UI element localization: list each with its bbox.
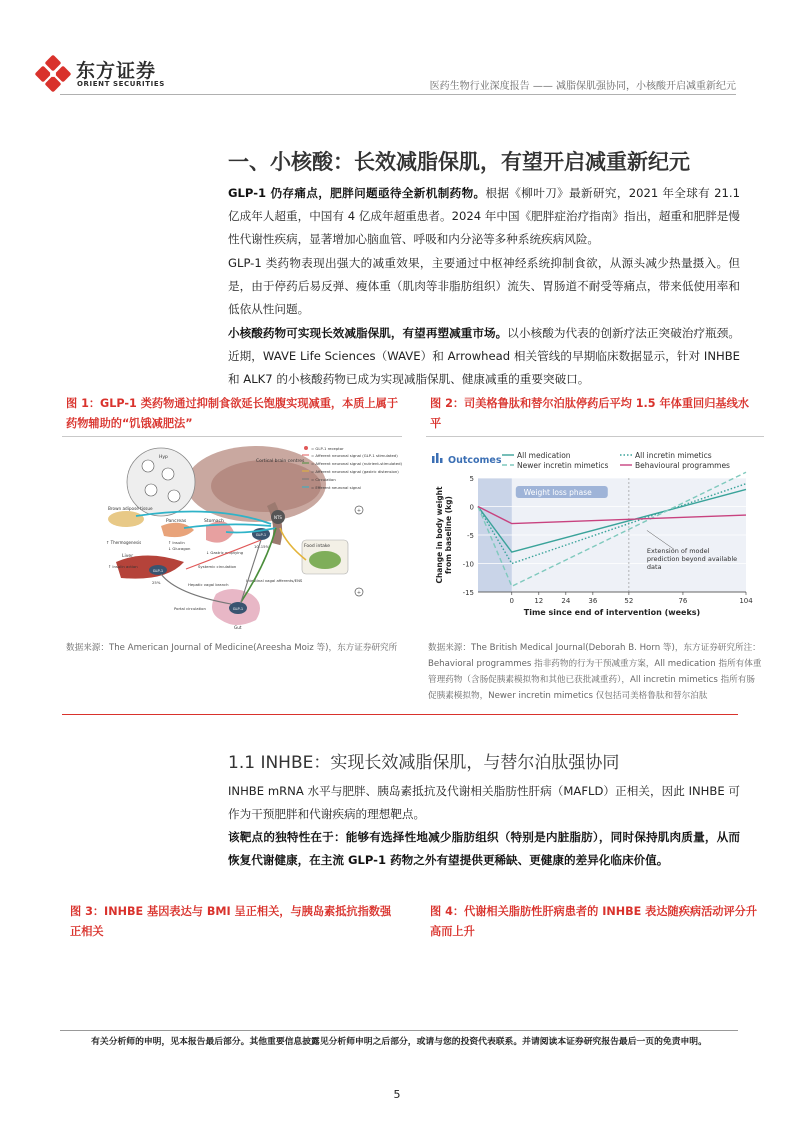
legend-label-1: All incretin mimetics bbox=[635, 451, 712, 460]
subsection-title: 1.1 INHBE：实现长效减脂保肌，与替尔泊肽强协同 bbox=[228, 753, 620, 773]
legend-item-2: = Afferent neuronal signal (GLP-1 stimulated) bbox=[311, 453, 398, 458]
neuron-node-3 bbox=[145, 484, 157, 496]
neuron-node-2 bbox=[162, 468, 174, 480]
figure-1-title-rule bbox=[62, 436, 402, 437]
stomach-label: Stomach bbox=[204, 519, 224, 524]
intestinal-afferents-label: Intestinal vagal afferents/ENS bbox=[246, 578, 303, 583]
paragraph-3-lead: 小核酸药物可实现长效减脂保肌，有望再塑减重市场。 bbox=[228, 326, 508, 340]
weight-loss-phase-label: Weight loss phase bbox=[523, 488, 592, 497]
logo-chinese-name: 东方证券 bbox=[76, 60, 157, 82]
y-tick-label-0: 5 bbox=[469, 475, 474, 483]
legend-marker-receptor bbox=[304, 446, 308, 450]
x-tick-label-4: 52 bbox=[624, 597, 634, 605]
gut-glp1-label: GLP-1 bbox=[232, 607, 244, 611]
x-tick-label-5: 76 bbox=[678, 597, 688, 605]
circulation-arrow bbox=[241, 540, 261, 602]
figure-4-title: 图 4：代谢相关脂肪性肝病患者的 INHBE 表达随疾病活动评分升高而上升 bbox=[430, 905, 758, 938]
header-divider bbox=[60, 94, 736, 95]
figure-2-title-rule bbox=[426, 436, 764, 437]
brain-inner-shape bbox=[211, 460, 321, 512]
legend-item-5: = Circulation bbox=[311, 477, 336, 482]
figure-1-source: 数据来源：The American Journal of Medicine(Areesha Moiz 等)，东方证券研究所 bbox=[66, 643, 398, 653]
legend-item-6: = Efferent neuronal signal bbox=[311, 485, 361, 490]
legend-label-2: Newer incretin mimetics bbox=[517, 461, 609, 470]
company-logo bbox=[36, 52, 176, 94]
pct25-label: 25% bbox=[152, 580, 161, 585]
chart-title: Outcomes bbox=[448, 455, 502, 466]
gut-label: Gut bbox=[234, 625, 242, 630]
brainstem-shape bbox=[271, 504, 278, 544]
figure-row-bottom-rule bbox=[62, 714, 738, 715]
footer-divider bbox=[60, 1030, 738, 1031]
systemic-circulation-label: Systemic circulation bbox=[198, 564, 237, 569]
y-tick-label-1: 0 bbox=[469, 503, 474, 512]
paragraph-3-body: 以小核酸为代表的创新疗法正突破治疗瓶颈。近期，WAVE Life Sciences（WAVE）和 Arrowhead 相关管线的早期临床数据显示，针对 INHBE 和 ALK7 的小核酸药物已成为实现减脂保肌、健康减重的重要突破口。 bbox=[228, 326, 740, 386]
section-title: 一、小核酸：长效减脂保肌，有望开启减重新纪元 bbox=[228, 150, 690, 174]
brown-adipose-shape bbox=[108, 511, 144, 527]
orient-logo-icon bbox=[36, 56, 72, 92]
x-tick-label-3: 36 bbox=[588, 597, 598, 605]
paragraph-2: GLP-1 类药物表现出强大的减重效果，主要通过中枢神经系统抑制食欲，从源头减少热量摄入。但是，由于停药后易反弹、瘦体重（肌肉等非脂肪组织）流失、胃肠道不耐受等痛点，带来低使用率和低依从性问题。 bbox=[228, 256, 740, 316]
paragraph-1-body: 根据《柳叶刀》最新研究，2021 年全球有 21.1 亿成年人超重，中国有 4 亿成年超重患者。2024 年中国《肥胖症治疗指南》指出，超重和肥胖是慢性代谢性疾病，显著增加心脑血管、呼吸和内分泌等多种系统疾病风险。 bbox=[228, 186, 740, 246]
x-tick-label-0: 0 bbox=[509, 597, 515, 605]
neuron-node-1 bbox=[142, 460, 154, 472]
subsection-paragraph-2 bbox=[228, 826, 740, 872]
x-tick-label-6: 104 bbox=[739, 597, 753, 605]
insulin-label: ↑ Insulin bbox=[168, 540, 185, 545]
plus-glyph-upper: + bbox=[356, 508, 362, 514]
weight-regain-chart bbox=[428, 440, 754, 630]
food-intake-label: Food intake bbox=[304, 544, 331, 549]
y-tick-label-3: -10 bbox=[462, 560, 474, 569]
x-tick-label-2: 24 bbox=[561, 597, 571, 605]
paragraph-1 bbox=[228, 182, 740, 251]
neuron-node-4 bbox=[168, 490, 180, 502]
subsection-paragraph-2-bold: 该靶点的独特性在于：能够有选择性地减少脂肪组织（特别是内脏脂肪），同时保持肌肉质量，从而恢复代谢健康，在主流 GLP-1 药物之外有望提供更稀缺、更健康的差异化临床价值。 bbox=[228, 830, 740, 867]
report-header-title: 医药生物行业深度报告 —— 减脂保肌强协同，小核酸开启减重新纪元 bbox=[429, 81, 736, 92]
nts-label: NTS bbox=[274, 515, 282, 520]
portal-circulation-label: Portal circulation bbox=[174, 606, 206, 611]
pancreas-label: Pancreas bbox=[166, 519, 187, 524]
y-axis-label-line-1: Change in body weight bbox=[435, 486, 444, 584]
outcomes-icon-bar-3 bbox=[440, 458, 443, 463]
hyp-label: Hyp bbox=[159, 455, 168, 460]
y-tick-label-2: -5 bbox=[467, 532, 474, 540]
figure-1-title: 图 1：GLP-1 类药物通过抑制食欲延长饱腹实现减重，本质上属于药物辅助的“饥饿减肥法” bbox=[66, 397, 399, 430]
legend-item-3: = Afferent neuronal signal (nutrient-stimulated) bbox=[311, 461, 402, 466]
pancreas-shape bbox=[161, 523, 194, 537]
liver-label: Liver bbox=[122, 554, 134, 559]
y-tick-label-4: -15 bbox=[462, 589, 474, 597]
outcomes-icon-bar-2 bbox=[436, 453, 439, 463]
cortex-label: Cortical brain centres bbox=[256, 459, 305, 464]
annotation-line-0: Extension of model bbox=[646, 547, 710, 556]
plus-glyph-lower: + bbox=[356, 590, 362, 596]
glucagon-label: ↓ Glucagon bbox=[168, 546, 191, 551]
legend-label-3: Behavioural programmes bbox=[635, 461, 730, 470]
subsection-paragraph-1: INHBE mRNA 水平与肥胖、胰岛素抵抗及代谢相关脂肪性肝病（MAFLD）正相关，因此 INHBE 可作为干预肥胖和代谢疾病的理想靶点。 bbox=[228, 784, 740, 821]
figure-3-title: 图 3：INHBE 基因表达与 BMI 呈正相关，与胰岛素抵抗指数强正相关 bbox=[70, 905, 392, 938]
bat-label: Brown adipose tissue bbox=[108, 506, 153, 511]
page-number: 5 bbox=[393, 1088, 401, 1101]
y-axis-label-line-2: from baseline (kg) bbox=[444, 496, 453, 574]
circulating-glp1-label: GLP-1 bbox=[255, 533, 267, 537]
outcomes-icon-bar-1 bbox=[432, 456, 435, 463]
x-axis-label: Time since end of intervention (weeks) bbox=[523, 608, 701, 617]
paragraph-3 bbox=[228, 322, 740, 391]
food-plate-shape bbox=[309, 551, 341, 569]
insulin-action-label: ↑ Insulin action bbox=[108, 564, 138, 569]
legend-label-0: All medication bbox=[517, 451, 571, 460]
liver-glp1-label: GLP-1 bbox=[152, 569, 164, 573]
y-axis-label bbox=[435, 486, 453, 584]
figure-2-source: 数据来源：The British Medical Journal(Deborah B. Horn 等)，东方证券研究所注：Behavioral programmes 指非药物的行为干预减重方案，All medication 指所有体重管理药物（含肠促胰素模拟物和其他已获批减重药），All incretin mimetics 指所有肠促胰素模拟物，Newer incretin mimetics 仅包括司美格鲁肽和替尔泊肽 bbox=[428, 643, 762, 701]
paragraph-1-lead: GLP-1 仍存痛点，肥胖问题亟待全新机制药物。 bbox=[228, 186, 486, 200]
legend-item-4: = Afferent neuronal signal (gastric distension) bbox=[311, 469, 399, 474]
logo-english-name: ORIENT SECURITIES bbox=[77, 80, 165, 88]
figure-2-title: 图 2：司美格鲁肽和替尔泊肽停药后平均 1.5 年体重回归基线水平 bbox=[430, 397, 749, 430]
footer-disclaimer: 有关分析师的申明，见本报告最后部分。其他重要信息披露见分析师申明之后部分，或请与您的投资代表联系。并请阅读本证券研究报告最后一页的免责申明。 bbox=[91, 1037, 707, 1047]
x-tick-label-1: 12 bbox=[534, 597, 544, 605]
glp1-mechanism-diagram bbox=[66, 444, 402, 632]
legend-item-1: = GLP-1 receptor bbox=[311, 446, 344, 451]
gastric-emptying-label: ↓ Gastric emptying bbox=[206, 550, 244, 555]
hepatic-branch-label: Hepatic vagal branch bbox=[188, 582, 229, 587]
annotation-line-1: prediction beyond available bbox=[646, 555, 738, 564]
thermogenesis-label: ↑ Thermogenesis bbox=[106, 540, 142, 545]
annotation-line-2: data bbox=[646, 563, 662, 572]
pct10-label: 10–15% bbox=[254, 544, 270, 549]
